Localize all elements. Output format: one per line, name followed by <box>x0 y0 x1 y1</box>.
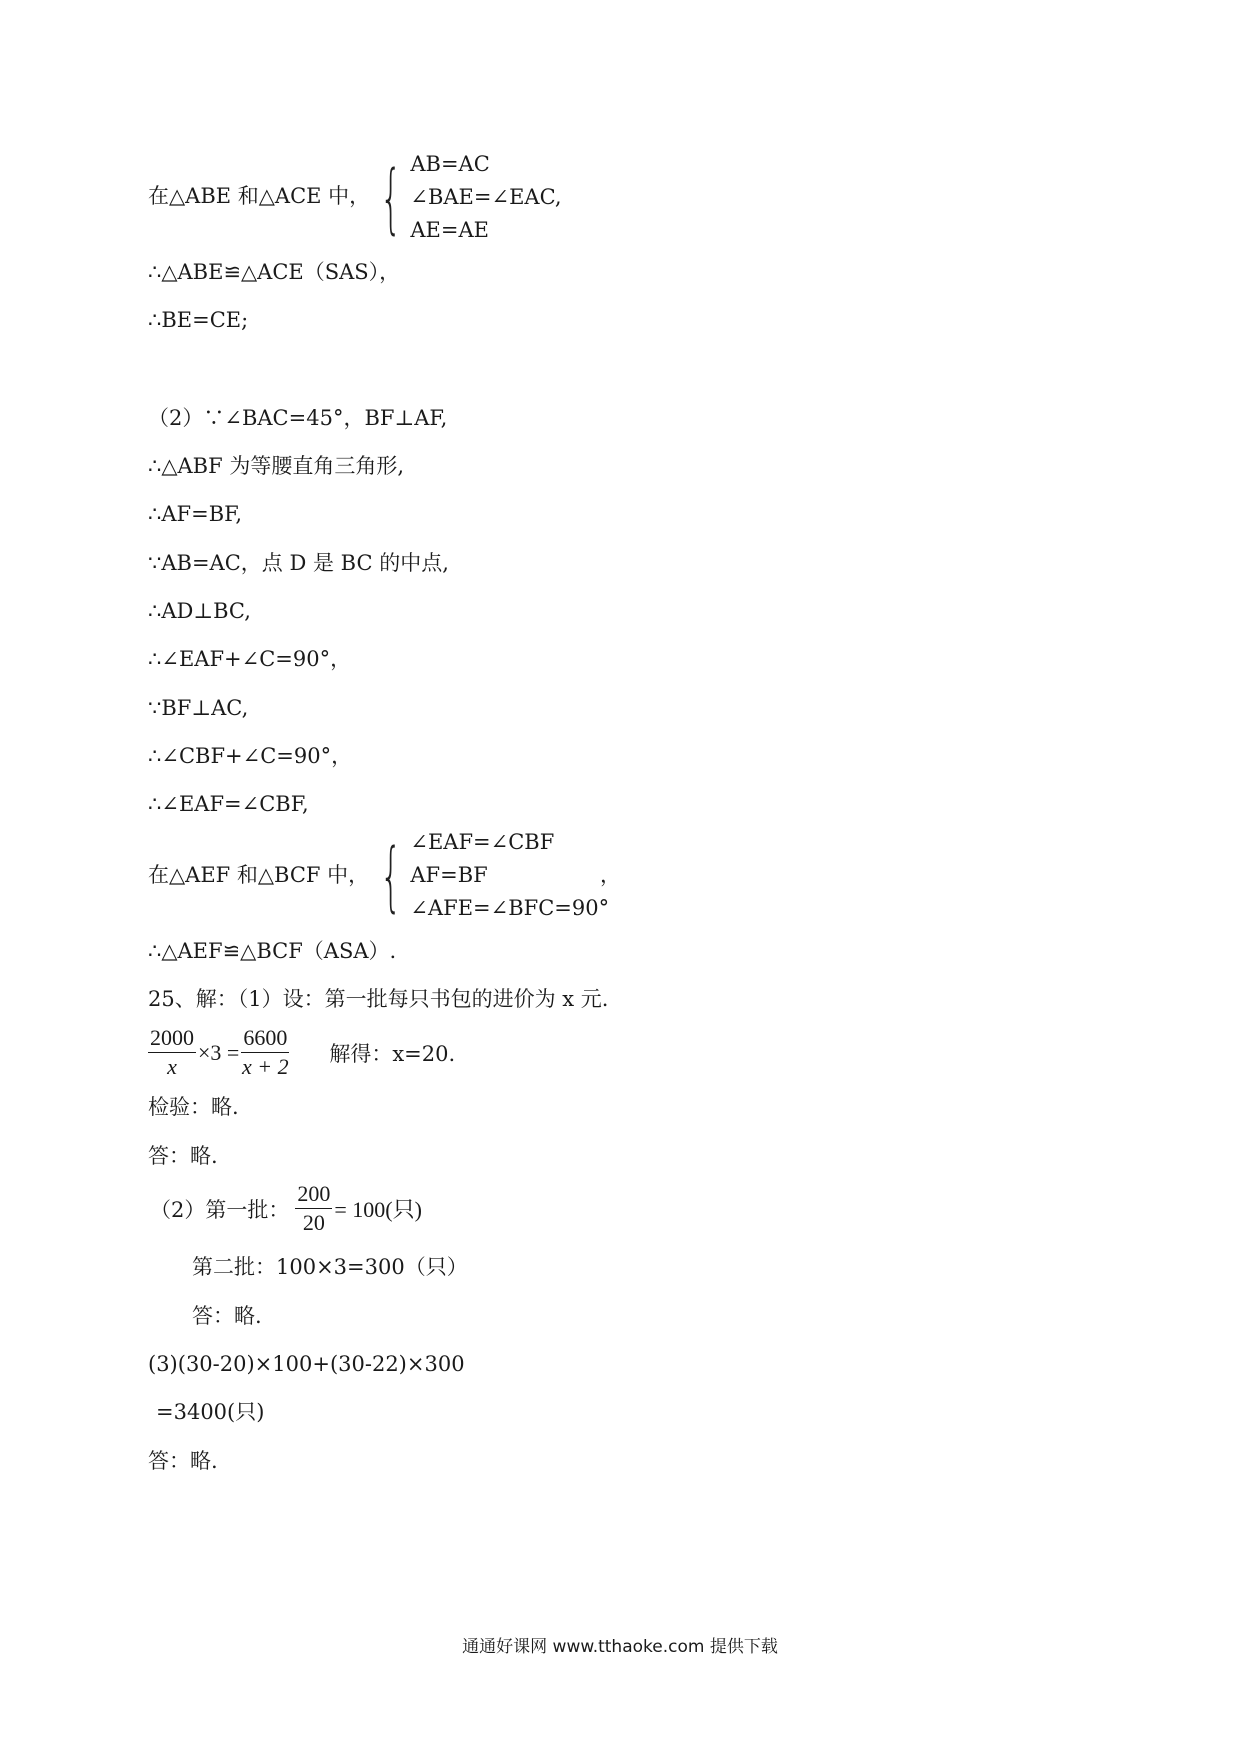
proof2-line: ∵BF⊥AC, <box>148 696 249 720</box>
proof2-congruent: ∴△AEF≌△BCF（ASA）. <box>148 939 397 963</box>
proof1-be-ce: ∴BE=CE; <box>148 308 249 332</box>
solve-text: 解得：x=20. <box>329 1041 456 1066</box>
q25-part3-expr: (3)(30-20)×100+(30-22)×300 <box>148 1352 465 1376</box>
system-row: ∠AFE=∠BFC=90° <box>410 896 610 920</box>
proof1-prefix: 在△ABE 和△ACE 中， <box>148 184 371 208</box>
part2-result: = 100(只) <box>334 1197 422 1222</box>
fraction: $\frac{6600}{x + 2}$ <box>242 1025 289 1079</box>
q25-part2 <box>150 1180 424 1237</box>
q25-part2-second: 第二批：100×3=300（只） <box>192 1255 468 1279</box>
proof2-line: ∴△ABF 为等腰直角三角形, <box>148 454 405 478</box>
proof2-line: ∴AD⊥BC, <box>148 599 251 623</box>
q25-answer2: 答：略. <box>192 1304 262 1328</box>
fraction: $\frac{200}{20}$ <box>297 1181 331 1235</box>
system-row: AF=BF <box>410 863 488 887</box>
q25-part3-result: =3400(只) <box>156 1400 265 1424</box>
proof2-line: （2）∵∠BAC=45°，BF⊥AF, <box>148 406 448 430</box>
q25-equation <box>148 1024 455 1081</box>
q25-answer3: 答：略. <box>148 1449 218 1473</box>
proof1-congruent: ∴△ABE≌△ACE（SAS）， <box>148 260 401 284</box>
q25-answer1: 答：略. <box>148 1144 218 1168</box>
left-brace-icon: { <box>380 152 402 242</box>
system-row: AB=AC <box>410 152 490 176</box>
fraction: $\frac{2000}{x}$ <box>150 1025 194 1079</box>
proof2-line: ∴∠EAF=∠CBF, <box>148 792 309 816</box>
system-row: ∠BAE=∠EAC, <box>410 185 562 209</box>
proof2-line: ∴AF=BF, <box>148 502 243 526</box>
proof2-line: ∵AB=AC，点 D 是 BC 的中点, <box>148 551 449 575</box>
system-row: ∠EAF=∠CBF <box>410 830 555 854</box>
part2-prefix: （2）第一批： <box>150 1197 290 1222</box>
q25-heading: 25、解：（1）设：第一批每只书包的进价为 x 元. <box>148 987 609 1011</box>
times-three: ×3 = <box>198 1039 240 1065</box>
page-footer: 通通好课网 www.tthaoke.com 提供下载 <box>462 1637 778 1657</box>
system-row: AE=AE <box>410 218 489 242</box>
proof2-system-suffix: ， <box>600 863 621 887</box>
q25-check: 检验：略. <box>148 1095 239 1119</box>
proof2-system <box>380 826 609 925</box>
proof1-system <box>380 148 562 247</box>
proof2-prefix: 在△AEF 和△BCF 中， <box>148 863 370 887</box>
proof2-line: ∴∠EAF+∠C=90°， <box>148 647 352 671</box>
proof2-line: ∴∠CBF+∠C=90°， <box>148 744 353 768</box>
left-brace-icon: { <box>380 830 402 920</box>
